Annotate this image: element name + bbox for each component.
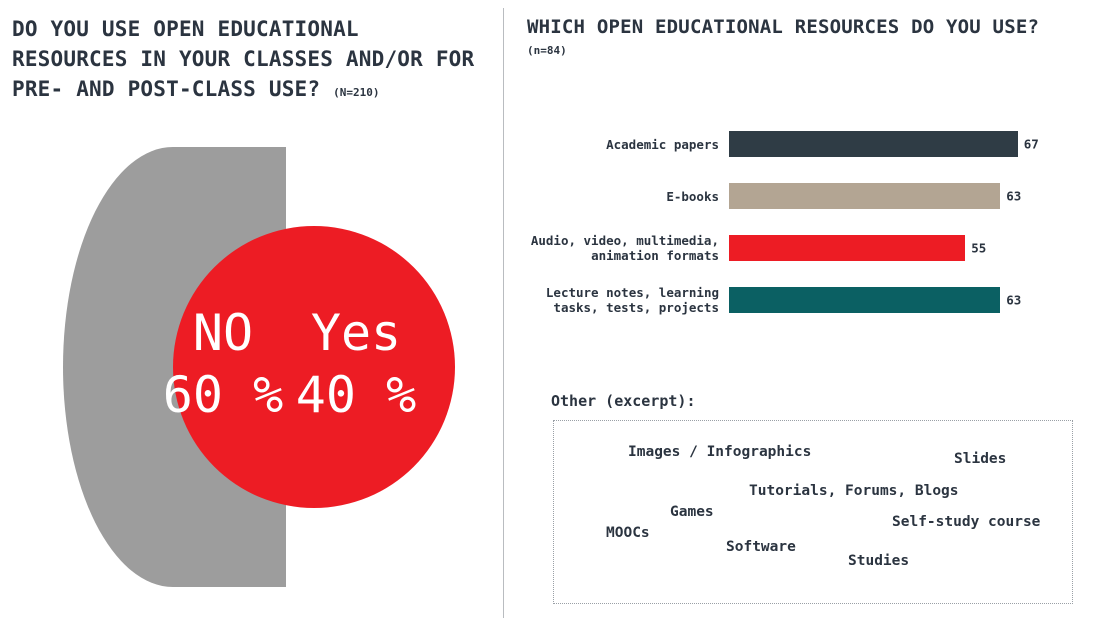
bar-track-1 [729,183,1079,209]
table-row [527,222,1079,274]
bar-label-1: E-books [666,188,719,204]
bar-label-3: Lecture notes, learning tasks, tests, projects [545,285,719,315]
table-row [527,274,1079,326]
pie-slice-no-cap [63,147,173,587]
cloud-item: Self-study course [892,514,1041,530]
bar-chart [527,118,1079,326]
left-sample-size: (N=210) [333,86,380,99]
right-sample-size: (n=84) [527,44,567,57]
table-row [527,118,1079,170]
cloud-item: Images / Infographics [628,444,812,460]
bar-value-1: 63 [1006,188,1022,204]
bar-value-3: 63 [1006,292,1022,308]
cloud-item: Software [726,539,796,555]
left-panel [0,0,503,626]
bar-fill-2 [729,235,965,261]
pie-chart [63,147,433,587]
bar-track-0 [729,131,1079,157]
pie-label-yes-text: Yes [310,304,402,362]
pie-label-no-text: NO [192,304,254,362]
cloud-item: MOOCs [606,525,650,541]
bar-fill-1 [729,183,1000,209]
bar-fill-3 [729,287,1000,313]
bar-fill-0 [729,131,1018,157]
bar-track-2 [729,235,1079,261]
cloud-item: Slides [954,451,1007,467]
bar-value-0: 67 [1023,136,1039,152]
pie-label-no [158,302,288,426]
cloud-item: Games [670,504,714,520]
pie-label-yes [281,302,431,426]
bar-track-3 [729,287,1079,313]
other-heading: Other (excerpt): [551,392,696,410]
table-row [527,170,1079,222]
bar-value-2: 55 [971,240,987,256]
left-title-text: DO YOU USE OPEN EDUCATIONAL RESOURCES IN YOUR CLASSES AND/OR FOR PRE- AND POST-CLASS USE? [12,17,475,101]
cloud-item: Studies [848,553,910,569]
right-panel [503,0,1099,626]
bar-label-0: Academic papers [606,136,719,152]
cloud-item: Tutorials, Forums, Blogs [749,483,959,499]
other-word-cloud [553,420,1073,604]
pie-label-yes-value: 40 % [295,366,417,424]
pie-label-no-value: 60 % [162,366,284,424]
left-chart-title [12,14,487,108]
right-chart-title: WHICH OPEN EDUCATIONAL RESOURCES DO YOU USE? [527,16,1040,38]
bar-label-2: Audio, video, multimedia, animation formats [530,233,719,263]
